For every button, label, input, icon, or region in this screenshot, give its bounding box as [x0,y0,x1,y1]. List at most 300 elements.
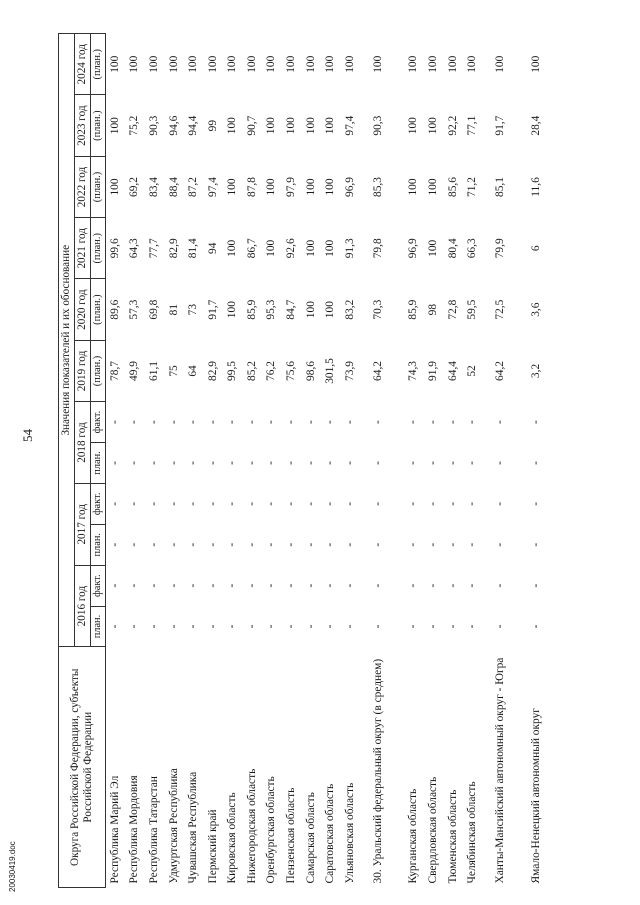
value-cell: 301,5 [324,358,337,384]
value-cell: 80,4 [446,238,459,259]
value-cell: 100 [167,55,180,73]
table-row [301,34,321,888]
value-cell: 6 [530,245,543,252]
dash-cell: - [446,461,459,465]
value-cell: 100 [245,55,258,73]
value-cell: 79,9 [494,238,507,259]
dash-cell: - [494,624,507,629]
value-cell: 100 [407,178,420,196]
value-cell: 64,4 [446,361,459,381]
dash-cell: - [226,501,239,506]
table-row [125,34,145,888]
dash-cell: - [371,624,384,629]
dash-cell: - [343,501,356,506]
dash-cell: - [343,461,356,465]
dash-cell: - [407,461,420,465]
value-cell: 89,6 [108,299,121,320]
region-name: Пензенская область [285,787,298,884]
region-name: Республика Татарстан [147,776,160,884]
value-cell: 81,4 [187,238,200,259]
dash-cell: - [324,501,337,506]
value-cell: 100 [324,239,337,257]
dash-cell: - [371,583,384,588]
dash-cell: - [108,420,121,424]
value-cell: 99,5 [226,361,239,381]
dash-cell: - [446,501,459,506]
dash-cell: - [494,461,507,465]
spacer-cell [396,34,404,888]
dash-cell: - [245,501,258,506]
value-cell: 90,7 [245,115,258,136]
dash-cell: - [108,461,121,465]
value-cell: 100 [407,117,420,135]
dash-cell: - [304,542,317,547]
region-name: Пермский край [206,809,219,884]
value-cell: 78,7 [108,361,121,381]
dash-cell: - [128,420,141,424]
dash-cell: - [285,624,298,629]
header-2016-plan: план. [90,606,105,647]
value-cell: 100 [304,55,317,73]
value-cell: 69,8 [147,299,160,320]
value-cell: 85,9 [407,299,420,320]
dash-cell: - [147,542,160,547]
value-cell: 98,6 [304,361,317,381]
dash-cell: - [128,542,141,547]
dash-cell: - [226,420,239,424]
value-cell: 83,2 [343,299,356,320]
dash-cell: - [530,624,543,629]
dash-cell: - [324,420,337,424]
dash-cell: - [285,542,298,547]
dash-cell: - [530,542,543,547]
header-year-2019: 2019 год [74,340,90,401]
region-name: Курганская область [407,788,420,884]
value-cell: 100 [206,55,219,73]
value-cell: 94 [206,242,219,254]
dash-cell: - [206,461,219,465]
table-row [482,34,518,888]
value-cell: 100 [427,239,440,257]
table-row [242,34,262,888]
table-row [105,34,125,888]
value-cell: 100 [147,55,160,73]
value-cell: 97,4 [343,115,356,136]
value-cell: 85,2 [245,361,258,381]
header-2018-plan: план. [90,443,105,484]
dash-cell: - [167,501,180,506]
header-year-2018: 2018 год [74,402,90,484]
value-cell: 11,6 [530,177,543,197]
region-name: Ханты-Мансийский автономный округ - Югра [494,657,507,884]
table-row [518,34,554,888]
dash-cell: - [206,624,219,629]
dash-cell: - [343,583,356,588]
region-name: Кировская область [226,792,239,884]
dash-cell: - [147,420,160,424]
dash-cell: - [245,542,258,547]
value-cell: 100 [108,55,121,73]
dash-cell: - [530,501,543,506]
dash-cell: - [466,420,479,424]
table-row [184,34,204,888]
dash-cell: - [128,461,141,465]
region-name: Оренбургская область [265,776,278,884]
document-code: 20030419.doc [8,841,17,892]
dash-cell: - [371,420,384,424]
value-cell: 92,6 [285,238,298,259]
dash-cell: - [343,542,356,547]
table-row [424,34,444,888]
region-name: Саратовская область [324,783,337,884]
value-cell: 100 [226,301,239,319]
value-cell: 100 [427,55,440,73]
value-cell: 82,9 [206,361,219,381]
header-year-2020: 2020 год [74,279,90,340]
value-cell: 71,2 [466,177,479,197]
dash-cell: - [446,542,459,547]
value-cell: 100 [304,178,317,196]
table-row [340,34,360,888]
dash-cell: - [324,542,337,547]
region-name: Ямало-Ненецкий автономный округ [530,708,543,884]
dash-cell: - [187,583,200,588]
dash-cell: - [108,583,121,588]
value-cell: 99 [206,119,219,132]
value-cell: 90,3 [147,115,160,136]
dash-cell: - [304,583,317,588]
dash-cell: - [427,461,440,465]
header-2018-fact: факт. [90,402,105,443]
dash-cell: - [494,583,507,588]
table-row [443,34,463,888]
value-cell: 79,8 [371,238,384,259]
dash-cell: - [265,461,278,465]
table-row [262,34,282,888]
value-cell: 75 [167,365,180,377]
dash-cell: - [147,461,160,465]
dash-cell: - [128,583,141,588]
dash-cell: - [285,583,298,588]
region-name: Республика Мордовия [128,775,141,884]
value-cell: 94,6 [167,115,180,136]
table-row [321,34,341,888]
value-cell: 64,2 [494,361,507,381]
header-2023-plan: (план.) [90,95,105,156]
dash-cell: - [343,420,356,424]
dash-cell: - [371,501,384,506]
region-name: Самарская область [304,792,317,884]
dash-cell: - [285,461,298,465]
value-cell: 52 [466,365,479,377]
dash-cell: - [206,542,219,547]
value-cell: 97,4 [206,177,219,197]
rotated-table-container [58,33,618,888]
dash-cell: - [206,583,219,588]
value-cell: 83,4 [147,177,160,197]
dash-cell: - [371,542,384,547]
value-cell: 92,2 [446,115,459,136]
dash-cell: - [187,420,200,424]
value-cell: 100 [108,178,121,196]
dash-cell: - [226,583,239,588]
value-cell: 100 [343,55,356,73]
table-row [144,34,164,888]
dash-cell: - [304,501,317,506]
value-cell: 73 [187,303,200,316]
table-row [223,34,243,888]
dash-cell: - [304,624,317,629]
spacer-row [396,34,404,888]
dash-cell: - [407,501,420,506]
header-year-2023: 2023 год [74,95,90,156]
value-cell: 85,9 [245,299,258,320]
value-cell: 100 [427,178,440,196]
dash-cell: - [206,501,219,506]
value-cell: 77,7 [147,238,160,259]
header-year-2022: 2022 год [74,156,90,217]
header-year-2021: 2021 год [74,218,90,279]
value-cell: 100 [265,55,278,73]
dash-cell: - [530,583,543,588]
dash-cell: - [494,542,507,547]
value-cell: 57,3 [128,299,141,320]
value-cell: 100 [226,117,239,135]
value-cell: 100 [324,117,337,135]
value-cell: 3,2 [530,363,543,379]
value-cell: 70,3 [371,299,384,320]
header-year-2017: 2017 год [74,483,90,565]
value-cell: 91,3 [343,238,356,259]
value-cell: 59,5 [466,299,479,320]
region-name: Удмуртская Республика [167,768,180,884]
value-cell: 66,3 [466,238,479,259]
dash-cell: - [245,461,258,465]
value-cell: 100 [427,117,440,135]
value-cell: 100 [530,55,543,73]
table-row [404,34,424,888]
dash-cell: - [147,583,160,588]
dash-cell: - [304,461,317,465]
value-cell: 49,9 [128,361,141,381]
dash-cell: - [128,501,141,506]
value-cell: 96,9 [343,177,356,197]
dash-cell: - [265,420,278,424]
dash-cell: - [285,420,298,424]
dash-cell: - [304,420,317,424]
dash-cell: - [265,624,278,629]
value-cell: 95,3 [265,299,278,320]
value-cell: 64 [187,365,200,377]
dash-cell: - [324,583,337,588]
value-cell: 100 [265,178,278,196]
value-cell: 87,2 [187,177,200,197]
value-cell: 85,1 [494,177,507,197]
dash-cell: - [167,583,180,588]
value-cell: 98 [427,303,440,316]
value-cell: 81 [167,303,180,316]
dash-cell: - [187,542,200,547]
value-cell: 100 [304,117,317,135]
dash-cell: - [226,542,239,547]
region-name: 30. Уральский федеральный округ (в среднем) [371,658,384,884]
value-cell: 100 [324,301,337,319]
value-cell: 99,6 [108,238,121,259]
value-cell: 86,7 [245,238,258,259]
value-cell: 91,7 [206,299,219,320]
value-cell: 64,2 [371,361,384,381]
header-name-column: Округа Российской Федерации, субъекты Российской Федерации [59,647,106,888]
dash-cell: - [128,624,141,629]
region-name: Республика Марий Эл [108,775,121,884]
dash-cell: - [446,583,459,588]
header-2016-fact: факт. [90,565,105,606]
dash-cell: - [427,624,440,629]
value-cell: 69,2 [128,177,141,197]
dash-cell: - [407,624,420,629]
header-2021-plan: (план.) [90,218,105,279]
dash-cell: - [324,461,337,465]
dash-cell: - [494,501,507,506]
value-cell: 100 [304,301,317,319]
table-row [203,34,223,888]
value-cell: 73,9 [343,361,356,381]
dash-cell: - [530,420,543,424]
region-name: Чувашская Республика [187,771,200,884]
header-2017-plan: план. [90,524,105,565]
value-cell: 100 [407,55,420,73]
table-row [360,34,396,888]
value-cell: 100 [371,55,384,73]
dash-cell: - [494,420,507,424]
header-year-2016: 2016 год [74,565,90,647]
dash-cell: - [226,624,239,629]
region-name: Свердловская область [427,776,440,884]
dash-cell: - [530,461,543,465]
value-cell: 100 [108,117,121,135]
table-row [463,34,483,888]
dash-cell: - [265,501,278,506]
dash-cell: - [407,542,420,547]
region-name: Тюменская область [446,789,459,884]
value-cell: 72,5 [494,299,507,320]
value-cell: 91,9 [427,361,440,381]
dash-cell: - [371,461,384,465]
value-cell: 77,1 [466,115,479,136]
dash-cell: - [427,542,440,547]
dash-cell: - [147,501,160,506]
value-cell: 28,4 [530,115,543,136]
dash-cell: - [108,624,121,629]
dash-cell: - [187,501,200,506]
value-cell: 100 [466,55,479,73]
value-cell: 100 [285,55,298,73]
value-cell: 85,6 [446,177,459,197]
dash-cell: - [427,501,440,506]
value-cell: 88,4 [167,177,180,197]
table-row [164,34,184,888]
dash-cell: - [427,583,440,588]
value-cell: 97,9 [285,177,298,197]
dash-cell: - [446,624,459,629]
value-cell: 85,3 [371,177,384,197]
table-row [282,34,302,888]
value-cell: 3,6 [530,302,543,317]
header-2024-plan: (план.) [90,34,105,95]
dash-cell: - [265,542,278,547]
value-cell: 87,8 [245,177,258,197]
value-cell: 100 [187,55,200,73]
dash-cell: - [167,461,180,465]
value-cell: 75,2 [128,115,141,136]
region-name: Ульяновская область [343,782,356,884]
dash-cell: - [407,583,420,588]
dash-cell: - [343,624,356,629]
value-cell: 90,3 [371,115,384,136]
header-year-2024: 2024 год [74,34,90,95]
value-cell: 100 [226,178,239,196]
value-cell: 82,9 [167,238,180,259]
page-number: 54 [20,429,35,442]
dash-cell: - [245,420,258,424]
dash-cell: - [147,624,160,629]
dash-cell: - [245,583,258,588]
value-cell: 61,1 [147,361,160,381]
dash-cell: - [407,420,420,424]
dash-cell: - [167,420,180,424]
dash-cell: - [466,542,479,547]
dash-cell: - [466,501,479,506]
value-cell: 84,7 [285,299,298,320]
dash-cell: - [427,420,440,424]
header-2019-plan: (план.) [90,340,105,401]
indicators-table [58,33,554,888]
header-2020-plan: (план.) [90,279,105,340]
dash-cell: - [206,420,219,424]
dash-cell: - [108,542,121,547]
value-cell: 100 [226,55,239,73]
dash-cell: - [466,624,479,629]
dash-cell: - [466,583,479,588]
value-cell: 91,7 [494,115,507,136]
value-cell: 100 [128,55,141,73]
value-cell: 100 [446,55,459,73]
dash-cell: - [324,624,337,629]
value-cell: 100 [324,178,337,196]
dash-cell: - [265,583,278,588]
value-cell: 100 [285,117,298,135]
value-cell: 75,6 [285,361,298,381]
value-cell: 96,9 [407,238,420,259]
value-cell: 74,3 [407,361,420,381]
value-cell: 100 [265,239,278,257]
dash-cell: - [245,624,258,629]
value-cell: 100 [265,117,278,135]
value-cell: 100 [324,55,337,73]
table-body [105,34,554,888]
dash-cell: - [466,461,479,465]
dash-cell: - [167,624,180,629]
value-cell: 94,4 [187,115,200,136]
dash-cell: - [226,461,239,465]
value-cell: 76,2 [265,361,278,381]
dash-cell: - [167,542,180,547]
header-2017-fact: факт. [90,483,105,524]
header-values-title: Значения показателей и их обоснование [59,34,75,647]
value-cell: 100 [494,55,507,73]
dash-cell: - [446,420,459,424]
value-cell: 100 [226,239,239,257]
